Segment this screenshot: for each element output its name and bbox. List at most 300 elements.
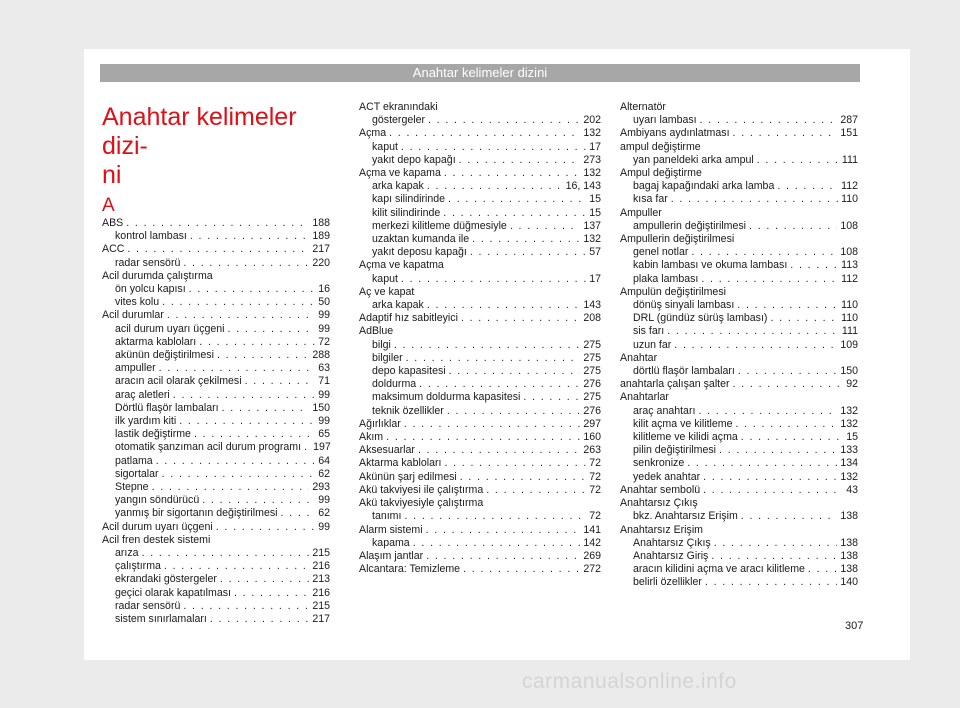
index-column-3 [620,101,858,590]
entry-term: patlama [115,454,153,467]
index-subentry [102,415,330,428]
index-subentry [620,365,858,378]
entry-term: kilit açma ve kilitleme [633,417,733,430]
entry-term: bagaj kapağındaki arka lamba [633,180,775,193]
index-subentry [620,180,858,193]
entry-page-ref: 143 [583,299,601,312]
dot-leader [162,468,316,481]
entry-page-ref: 275 [583,338,601,351]
index-entry [359,127,601,140]
entry-term: kapama [372,536,410,549]
index-subentry [102,336,330,349]
entry-page-ref: 293 [312,481,330,494]
index-subentry [620,193,858,206]
entry-page-ref: 215 [312,547,330,560]
dot-leader [757,154,839,167]
index-subentry [102,362,330,375]
index-entry [359,484,601,497]
dot-leader [770,312,838,325]
dot-leader [733,127,838,140]
entry-term: bkz. Anahtarsız Erişim [633,510,738,523]
entry-term: otomatik şanzıman acil durum programı [115,441,302,454]
index-subentry [359,154,601,167]
dot-leader [190,230,309,243]
dot-leader [199,336,315,349]
index-subentry [102,441,330,454]
entry-term: Akım [359,431,384,444]
entry-term: vites kolu [115,296,160,309]
entry-page-ref: 217 [312,613,330,626]
index-subentry [102,283,330,296]
entry-page-ref: 111 [841,153,858,166]
index-entry: Ampul değiştirme [620,167,702,180]
index-subentry [102,547,330,560]
dot-leader [714,537,838,550]
index-subentry [102,468,330,481]
index-subentry [620,418,858,431]
entry-term: bilgiler [372,351,403,364]
dot-leader [189,283,316,296]
entry-term: yangın söndürücü [115,494,200,507]
dot-leader [448,193,586,206]
index-entry [102,217,330,230]
index-subentry [620,563,858,576]
index-subentry [620,273,858,286]
dot-leader [183,257,309,270]
dot-leader [413,537,581,550]
index-entry: Anahtar [620,351,658,364]
entry-page-ref: 111 [841,325,858,338]
entry-page-ref: 215 [312,599,330,612]
entry-page-ref: 15 [589,206,601,219]
entry-page-ref: 189 [312,230,330,243]
dot-leader [426,550,580,563]
dot-leader [183,600,309,613]
index-subentry [102,375,330,388]
index-subentry [620,510,858,523]
index-subentry [359,246,601,259]
index-subentry [359,193,601,206]
entry-page-ref: 72 [318,335,330,348]
entry-term: ekrandaki göstergeler [115,573,217,586]
entry-page-ref: 138 [840,536,858,549]
entry-page-ref: 92 [846,378,858,391]
index-entry [359,418,601,431]
index-entry: Açma ve kapatma [359,259,444,272]
entry-page-ref: 99 [318,520,330,533]
dot-leader [687,457,837,470]
dot-leader [523,391,580,404]
dot-leader [216,521,316,534]
dot-leader [472,233,580,246]
dot-leader [698,405,837,418]
index-entry [620,127,858,140]
entry-term: Ambiyans aydınlatması [620,127,730,140]
entry-page-ref: 110 [841,312,858,325]
entry-page-ref: 151 [840,127,858,140]
entry-term: geçici olarak kapatılması [115,586,231,599]
entry-page-ref: 72 [589,510,601,523]
index-subentry [359,299,601,312]
dot-leader [700,114,838,127]
dot-leader [234,587,309,600]
entry-term: araç aletleri [115,388,170,401]
dot-leader [674,339,837,352]
index-entry: Ampullerin değiştirilmesi [620,233,735,246]
entry-page-ref: 132 [840,470,858,483]
entry-term: sigortalar [115,467,159,480]
entry-term: tanımı [372,510,402,523]
index-entry [359,444,601,457]
entry-term: göstergeler [372,114,425,127]
dot-leader [173,389,315,402]
entry-page-ref: 109 [840,338,858,351]
entry-term: kısa far [633,193,668,206]
index-entry: AdBlue [359,325,394,338]
index-entry [102,243,330,256]
dot-leader [733,378,844,391]
index-entry [620,484,858,497]
entry-page-ref: 137 [583,219,601,232]
entry-term: Acil durum uyarı üçgeni [102,520,213,533]
dot-leader [418,444,580,457]
entry-page-ref: 15 [846,431,858,444]
entry-term: kilit silindirinde [372,206,441,219]
entry-page-ref: 138 [840,563,858,576]
entry-page-ref: 150 [840,365,858,378]
index-subentry [102,613,330,626]
entry-term: aktarma kabloları [115,335,197,348]
entry-page-ref: 287 [840,114,858,127]
dot-leader [711,550,837,563]
dot-leader [777,180,838,193]
entry-page-ref: 71 [318,375,330,388]
index-subentry [102,389,330,402]
dot-leader [428,114,580,127]
index-subentry [359,141,601,154]
index-subentry [620,299,858,312]
entry-term: Anahtar sembolü [620,483,701,496]
dot-leader [719,444,837,457]
index-entry [359,167,601,180]
entry-page-ref: 138 [840,510,858,523]
index-subentry [620,576,858,589]
entry-term: genel notlar [633,246,689,259]
dot-leader [401,273,586,286]
entry-term: DRL (gündüz sürüş lambası) [633,312,768,325]
entry-page-ref: 108 [840,219,858,232]
index-entry [359,431,601,444]
entry-term: Dörtlü flaşör lambaları [115,401,219,414]
entry-page-ref: 160 [583,431,601,444]
entry-term: aracın acil olarak çekilmesi [115,375,242,388]
dot-leader [486,484,586,497]
entry-term: akünün değiştirilmesi [115,349,214,362]
dot-leader [406,352,581,365]
index-subentry [620,325,858,338]
entry-term: plaka lambası [633,272,699,285]
index-subentry [102,455,330,468]
index-entries-2 [359,101,601,576]
dot-leader [443,207,586,220]
dot-leader [217,349,309,362]
entry-page-ref: 273 [583,153,601,166]
entry-page-ref: 50 [318,296,330,309]
entry-term: ABS [102,217,124,229]
index-subentry [359,365,601,378]
entry-page-ref: 108 [840,246,858,259]
dot-leader [222,402,310,415]
entry-term: belirli özellikler [633,576,702,589]
entry-page-ref: 213 [312,573,330,586]
index-subentry [359,273,601,286]
dot-leader [671,193,838,206]
dot-leader [394,339,580,352]
index-subentry [102,349,330,362]
dot-leader [404,510,586,523]
index-subentry [620,457,858,470]
entry-term: Anahtarsız Çıkış [633,536,711,549]
index-entry: Ampulün değiştirilmesi [620,285,726,298]
index-subentry [359,220,601,233]
entry-page-ref: 65 [318,428,330,441]
index-subentry [102,600,330,613]
index-entry [359,524,601,537]
entry-page-ref: 132 [583,127,601,140]
dot-leader [228,323,316,336]
index-entry [359,312,601,325]
dot-leader [401,141,586,154]
index-subentry [359,207,601,220]
dot-leader [460,471,586,484]
entry-term: radar sensörü [115,599,181,612]
index-subentry [102,481,330,494]
entry-term: arka kapak [372,180,424,193]
dot-leader [510,220,580,233]
entry-page-ref: 17 [589,140,601,153]
entry-term: kabin lambası ve okuma lambası [633,259,788,272]
dot-leader [667,325,839,338]
entry-term: Alcantara: Temizleme [359,563,461,576]
watermark: carmanualsonline.info [522,670,737,693]
index-subentry [102,428,330,441]
entry-term: ampullerin değiştirilmesi [633,219,747,232]
dot-leader [152,481,310,494]
dot-leader [389,127,580,140]
dot-leader [156,455,316,468]
entry-term: anahtarla çalışan şalter [620,378,730,391]
entry-page-ref: 110 [841,299,858,312]
dot-leader [162,296,315,309]
entry-page-ref: 132 [583,233,601,246]
entry-term: teknik özellikler [372,404,444,417]
dot-leader [194,428,315,441]
index-entries-3 [620,101,858,590]
entry-page-ref: 208 [583,312,601,325]
dot-leader [447,405,580,418]
index-entry [359,471,601,484]
entry-page-ref: 150 [312,401,330,414]
index-subentry [359,405,601,418]
index-subentry [359,352,601,365]
dot-leader [470,246,586,259]
dot-leader [164,560,309,573]
dot-leader [220,573,309,586]
entry-term: Aktarma kabloları [359,457,442,470]
index-subentry [620,154,858,167]
index-subentry [620,471,858,484]
index-entries-1 [102,217,330,626]
dot-leader [737,299,838,312]
entry-term: merkezi kilitleme düğmesiyle [372,219,507,232]
entry-page-ref: 64 [318,454,330,467]
index-subentry [102,587,330,600]
dot-leader [281,507,316,520]
entry-page-ref: 99 [318,415,330,428]
dot-leader [426,524,581,537]
dot-leader [703,484,843,497]
entry-page-ref: 17 [589,272,601,285]
entry-page-ref: 272 [583,563,601,576]
dot-leader [404,418,581,431]
entry-term: kaput [372,140,398,153]
index-subentry [620,339,858,352]
entry-term: çalıştırma [115,560,161,573]
page-number: 307 [845,620,864,632]
index-subentry [620,220,858,233]
entry-term: yanmış bir sigortanın değiştirilmesi [115,507,278,520]
index-subentry [102,296,330,309]
index-subentry [102,323,330,336]
entry-page-ref: 63 [318,362,330,375]
index-subentry [620,259,858,272]
index-subentry [102,257,330,270]
entry-term: bilgi [372,338,391,351]
entry-page-ref: 113 [841,259,858,272]
index-subentry [620,431,858,444]
entry-page-ref: 16 [318,283,330,296]
entry-page-ref: 188 [312,217,330,229]
entry-term: sis farı [633,325,665,338]
dot-leader [159,362,316,375]
index-subentry [359,180,601,193]
index-entry [359,563,601,576]
dot-leader [691,246,837,259]
entry-term: Adaptif hız sabitleyici [359,312,458,325]
index-entry: Alternatör [620,101,666,113]
index-entry [359,550,601,563]
entry-page-ref: 112 [841,272,858,285]
index-entry: ACT ekranındaki [359,101,438,113]
entry-page-ref: 216 [312,586,330,599]
index-entry: Anahtarlar [620,391,669,404]
dot-leader [142,547,310,560]
entry-term: lastik değiştirme [115,428,191,441]
dot-leader [461,312,580,325]
index-subentry [620,550,858,563]
index-subentry [102,230,330,243]
entry-term: yakıt deposu kapağı [372,246,467,259]
index-subentry [359,114,601,127]
index-entry [102,309,330,322]
entry-page-ref: 99 [318,322,330,335]
entry-term: uzaktan kumanda ile [372,233,470,246]
section-letter: A [102,195,115,216]
dot-leader [126,217,309,230]
entry-term: acil durum uyarı üçgeni [115,322,225,335]
dot-leader [701,273,838,286]
dot-leader [463,563,580,576]
entry-term: Acil durumlar [102,309,164,322]
entry-term: Alarm sistemi [359,523,423,536]
entry-page-ref: 57 [589,246,601,259]
dot-leader [245,375,316,388]
entry-page-ref: 99 [318,309,330,322]
entry-term: Açma ve kapama [359,167,441,180]
entry-term: ampuller [115,362,156,375]
entry-page-ref: 62 [318,507,330,520]
entry-page-ref: 72 [589,470,601,483]
index-entry: Acil fren destek sistemi [102,533,211,546]
entry-page-ref: 197 [313,441,331,454]
entry-page-ref: 269 [583,549,601,562]
entry-term: yedek anahtar [633,470,701,483]
entry-page-ref: 216 [312,560,330,573]
entry-page-ref: 132 [840,417,858,430]
index-subentry [359,391,601,404]
index-entry [102,521,330,534]
dot-leader [167,309,315,322]
index-subentry [620,312,858,325]
entry-term: arka kapak [372,299,424,312]
entry-page-ref: 220 [312,256,330,269]
index-subentry [620,246,858,259]
dot-leader [179,415,315,428]
entry-page-ref: 276 [583,378,601,391]
entry-page-ref: 110 [841,193,858,206]
entry-page-ref: 112 [841,180,858,193]
entry-page-ref: 202 [583,114,601,127]
entry-page-ref: 140 [840,576,858,589]
index-subentry [359,233,601,246]
dot-leader [449,365,581,378]
entry-page-ref: 141 [583,523,601,536]
entry-term: kapı silindirinde [372,193,446,206]
entry-page-ref: 132 [583,167,601,180]
entry-page-ref: 16, 143 [565,180,601,193]
index-subentry [359,378,601,391]
dot-leader [202,494,315,507]
dot-leader [808,563,837,576]
index-title: Anahtar kelimeler dizi- ni [102,103,297,189]
entry-term: Açma [359,127,387,140]
index-entry: Anahtarsız Çıkış [620,497,698,510]
entry-page-ref: 142 [583,536,601,549]
index-entry [620,378,858,391]
index-subentry [359,339,601,352]
entry-page-ref: 275 [583,391,601,404]
entry-term: Ağırlıklar [359,417,401,430]
entry-page-ref: 263 [583,444,601,457]
index-column-1 [102,103,330,626]
entry-term: maksimum doldurma kapasitesi [372,391,521,404]
dot-leader [127,243,309,256]
index-column-2 [359,101,601,576]
dot-leader [210,613,309,626]
entry-page-ref: 133 [840,444,858,457]
index-subentry [620,405,858,418]
dot-leader [444,457,586,470]
